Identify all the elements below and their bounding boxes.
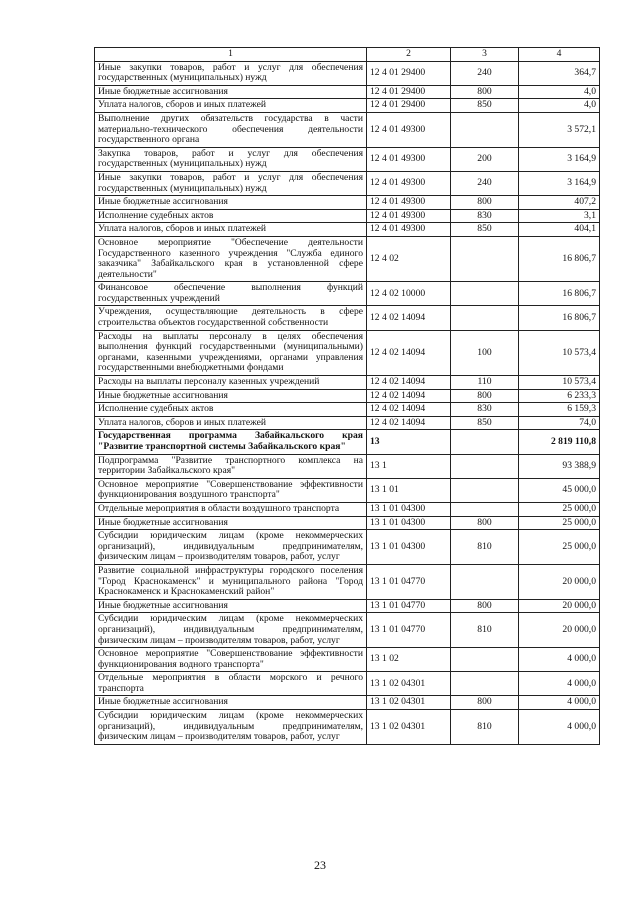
row-expense-type [451, 478, 519, 502]
row-name: Иные бюджетные ассигнования [95, 196, 367, 210]
table-row [95, 306, 600, 330]
table-row [95, 516, 600, 530]
row-expense-type: 200 [451, 147, 519, 171]
row-amount: 364,7 [519, 61, 600, 85]
row-name: Субсидии юридическим лицам (кроме некоммерческих организаций), индивидуальным предпринимателям, физическим лицам – производителям товаров, работ, услуг [95, 613, 367, 648]
row-expense-type: 800 [451, 389, 519, 403]
row-code: 12 4 01 29400 [367, 61, 451, 85]
row-expense-type [451, 454, 519, 478]
row-expense-type [451, 430, 519, 454]
row-expense-type: 850 [451, 416, 519, 430]
row-name: Уплата налогов, сборов и иных платежей [95, 99, 367, 113]
row-name: Расходы на выплаты персоналу казенных учреждений [95, 376, 367, 390]
row-code: 13 1 01 04770 [367, 599, 451, 613]
row-expense-type: 800 [451, 85, 519, 99]
row-code: 13 1 01 04770 [367, 564, 451, 599]
header-col-1: 1 [95, 48, 367, 62]
row-name: Учреждения, осуществляющие деятельность в сфере строительства объектов государственной собственности [95, 306, 367, 330]
table-row [95, 376, 600, 390]
table-row [95, 403, 600, 417]
row-expense-type: 810 [451, 613, 519, 648]
row-expense-type: 100 [451, 330, 519, 375]
table-row [95, 171, 600, 195]
table-row [95, 223, 600, 237]
row-expense-type: 110 [451, 376, 519, 390]
row-amount: 4,0 [519, 99, 600, 113]
row-code: 12 4 02 14094 [367, 306, 451, 330]
row-expense-type [451, 648, 519, 672]
table-row [95, 330, 600, 375]
row-name: Субсидии юридическим лицам (кроме некоммерческих организаций), индивидуальным предпринимателям, физическим лицам – производителям товаров, работ, услуг [95, 530, 367, 565]
row-name: Иные бюджетные ассигнования [95, 389, 367, 403]
row-code: 12 4 01 49300 [367, 209, 451, 223]
row-code: 13 [367, 430, 451, 454]
row-code: 13 1 01 04300 [367, 502, 451, 516]
row-code: 13 1 02 04301 [367, 696, 451, 710]
row-name: Государственная программа Забайкальского края "Развитие транспортной системы Забайкальского края" [95, 430, 367, 454]
row-code: 12 4 02 14094 [367, 389, 451, 403]
row-name: Уплата налогов, сборов и иных платежей [95, 223, 367, 237]
page-number: 23 [314, 858, 326, 872]
row-expense-type [451, 282, 519, 306]
row-amount: 20 000,0 [519, 613, 600, 648]
table-row [95, 389, 600, 403]
row-expense-type [451, 112, 519, 147]
row-amount: 16 806,7 [519, 306, 600, 330]
table-row [95, 599, 600, 613]
row-name: Иные бюджетные ассигнования [95, 85, 367, 99]
row-name: Основное мероприятие "Обеспечение деятельности Государственного казенного учреждения "Служба единого заказчика" Забайкальского края в установленной сфере деятельности" [95, 236, 367, 281]
row-name: Расходы на выплаты персоналу в целях обеспечения выполнения функций государственными (муниципальными) органами, казенными учреждениями, органами управления государственными внебюджетными фондами [95, 330, 367, 375]
table-row [95, 530, 600, 565]
row-code: 12 4 01 49300 [367, 112, 451, 147]
row-amount: 20 000,0 [519, 599, 600, 613]
row-expense-type: 240 [451, 171, 519, 195]
row-code: 12 4 01 29400 [367, 85, 451, 99]
table-row [95, 502, 600, 516]
row-name: Основное мероприятие "Совершенствование эффективности функционирования воздушного транспорта" [95, 478, 367, 502]
row-expense-type: 800 [451, 516, 519, 530]
row-name: Финансовое обеспечение выполнения функций государственных учреждений [95, 282, 367, 306]
row-amount: 6 233,3 [519, 389, 600, 403]
row-expense-type [451, 236, 519, 281]
table-row [95, 416, 600, 430]
table-row [95, 696, 600, 710]
row-name: Иные закупки товаров, работ и услуг для обеспечения государственных (муниципальных) нужд [95, 61, 367, 85]
row-code: 13 1 01 04300 [367, 530, 451, 565]
row-amount: 3 572,1 [519, 112, 600, 147]
row-amount: 3 164,9 [519, 147, 600, 171]
row-amount: 25 000,0 [519, 530, 600, 565]
row-code: 13 1 02 04301 [367, 710, 451, 745]
row-code: 12 4 02 14094 [367, 330, 451, 375]
table-row [95, 454, 600, 478]
header-col-2: 2 [367, 48, 451, 62]
table-row [95, 61, 600, 85]
row-amount: 3 164,9 [519, 171, 600, 195]
row-amount: 16 806,7 [519, 236, 600, 281]
header-col-4: 4 [519, 48, 600, 62]
row-expense-type: 850 [451, 223, 519, 237]
row-amount: 20 000,0 [519, 564, 600, 599]
row-name: Субсидии юридическим лицам (кроме некоммерческих организаций), индивидуальным предпринимателям, физическим лицам – производителям товаров, работ, услуг [95, 710, 367, 745]
table-row [95, 85, 600, 99]
budget-table [94, 47, 600, 745]
row-code: 12 4 02 14094 [367, 403, 451, 417]
row-amount: 25 000,0 [519, 502, 600, 516]
row-name: Иные бюджетные ассигнования [95, 696, 367, 710]
row-amount: 6 159,3 [519, 403, 600, 417]
row-amount: 4 000,0 [519, 672, 600, 696]
row-amount: 74,0 [519, 416, 600, 430]
row-amount: 45 000,0 [519, 478, 600, 502]
row-code: 13 1 [367, 454, 451, 478]
row-name: Выполнение других обязательств государства в части материально-технического обеспечения деятельности государственного органа [95, 112, 367, 147]
row-code: 13 1 01 [367, 478, 451, 502]
row-expense-type: 240 [451, 61, 519, 85]
row-expense-type: 800 [451, 599, 519, 613]
row-amount: 10 573,4 [519, 330, 600, 375]
row-name: Исполнение судебных актов [95, 209, 367, 223]
row-amount: 4,0 [519, 85, 600, 99]
row-expense-type: 800 [451, 696, 519, 710]
table-row [95, 672, 600, 696]
row-expense-type: 810 [451, 710, 519, 745]
row-code: 12 4 02 14094 [367, 376, 451, 390]
row-expense-type: 850 [451, 99, 519, 113]
row-name: Иные закупки товаров, работ и услуг для обеспечения государственных (муниципальных) нужд [95, 171, 367, 195]
row-amount: 2 819 110,8 [519, 430, 600, 454]
row-expense-type [451, 672, 519, 696]
table-body [95, 61, 600, 744]
row-code: 12 4 02 [367, 236, 451, 281]
row-name: Подпрограмма "Развитие транспортного комплекса на территории Забайкальского края" [95, 454, 367, 478]
row-code: 12 4 01 29400 [367, 99, 451, 113]
row-expense-type: 800 [451, 196, 519, 210]
table-row [95, 430, 600, 454]
table-row [95, 282, 600, 306]
row-code: 12 4 02 14094 [367, 416, 451, 430]
table-row [95, 196, 600, 210]
row-name: Отдельные мероприятия в области воздушного транспорта [95, 502, 367, 516]
row-code: 12 4 01 49300 [367, 223, 451, 237]
header-col-3: 3 [451, 48, 519, 62]
row-amount: 404,1 [519, 223, 600, 237]
table-row [95, 147, 600, 171]
table-row [95, 236, 600, 281]
row-expense-type [451, 564, 519, 599]
row-code: 13 1 01 04770 [367, 613, 451, 648]
table-row [95, 648, 600, 672]
row-name: Иные бюджетные ассигнования [95, 516, 367, 530]
row-amount: 4 000,0 [519, 696, 600, 710]
row-expense-type: 830 [451, 209, 519, 223]
row-amount: 3,1 [519, 209, 600, 223]
table-row [95, 710, 600, 745]
row-amount: 25 000,0 [519, 516, 600, 530]
row-name: Закупка товаров, работ и услуг для обеспечения государственных (муниципальных) нужд [95, 147, 367, 171]
row-amount: 4 000,0 [519, 648, 600, 672]
row-code: 12 4 01 49300 [367, 147, 451, 171]
row-expense-type [451, 502, 519, 516]
row-name: Уплата налогов, сборов и иных платежей [95, 416, 367, 430]
table-header-row [95, 48, 600, 62]
row-name: Основное мероприятие "Совершенствование эффективности функционирования водного транспорта" [95, 648, 367, 672]
row-amount: 407,2 [519, 196, 600, 210]
row-amount: 16 806,7 [519, 282, 600, 306]
row-expense-type [451, 306, 519, 330]
table-row [95, 564, 600, 599]
table-row [95, 478, 600, 502]
row-code: 13 1 01 04300 [367, 516, 451, 530]
row-amount: 4 000,0 [519, 710, 600, 745]
row-name: Иные бюджетные ассигнования [95, 599, 367, 613]
row-name: Исполнение судебных актов [95, 403, 367, 417]
row-amount: 10 573,4 [519, 376, 600, 390]
table-row [95, 99, 600, 113]
row-amount: 93 388,9 [519, 454, 600, 478]
row-code: 12 4 01 49300 [367, 196, 451, 210]
row-name: Развитие социальной инфраструктуры городского поселения "Город Краснокаменск" и муниципального района "Город Краснокаменск и Краснокаменский район" [95, 564, 367, 599]
table-row [95, 209, 600, 223]
row-expense-type: 810 [451, 530, 519, 565]
table-row [95, 112, 600, 147]
row-expense-type: 830 [451, 403, 519, 417]
row-code: 13 1 02 [367, 648, 451, 672]
row-code: 12 4 01 49300 [367, 171, 451, 195]
row-code: 13 1 02 04301 [367, 672, 451, 696]
row-code: 12 4 02 10000 [367, 282, 451, 306]
row-name: Отдельные мероприятия в области морского и речного транспорта [95, 672, 367, 696]
table-row [95, 613, 600, 648]
